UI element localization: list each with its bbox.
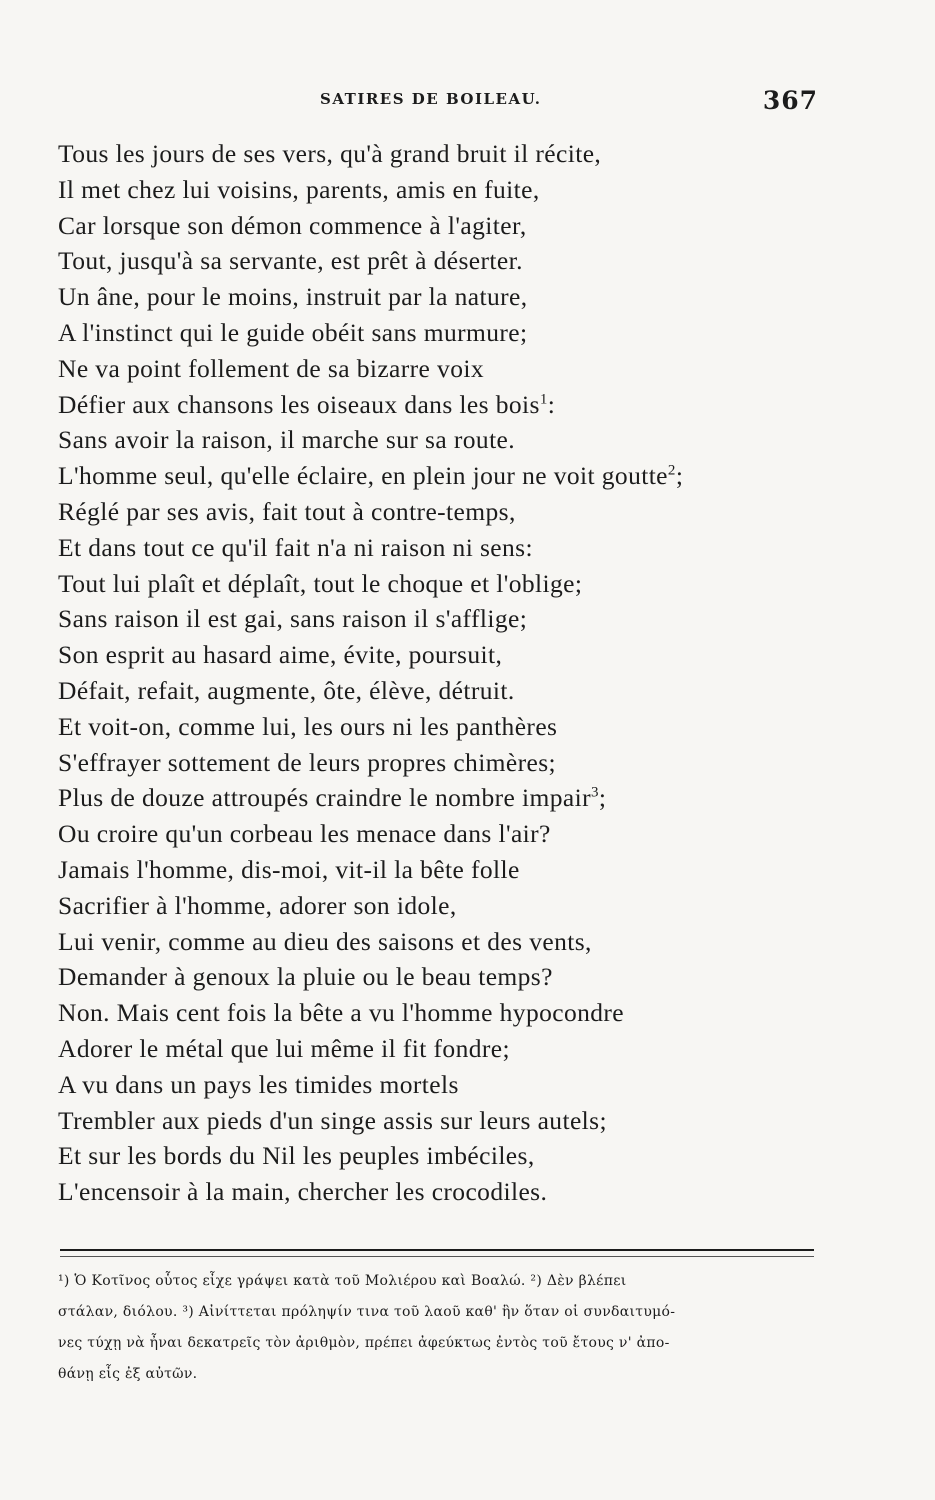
verse-line [58,888,828,924]
verse-text: L'encensoir à la main, chercher les crocodiles. [58,1177,548,1207]
verse-text: Tout, jusqu'à sa servante, est prêt à déserter. [58,246,523,276]
verse-line [58,136,828,172]
verse-text: L'homme seul, qu'elle éclaire, en plein jour ne voit goutte [58,461,668,491]
verse-line [58,1031,828,1067]
verse-line [58,351,828,387]
footnote-divider-thin [60,1256,814,1257]
verse-text: Il met chez lui voisins, parents, amis en fuite, [58,174,540,204]
verse-line [58,315,828,351]
verse-line [58,494,828,530]
verse-text: Adorer le métal que lui même il fit fondre; [58,1033,510,1063]
verse-text: Sacrifier à l'homme, adorer son idole, [58,890,457,920]
verse-line [58,601,828,637]
verse-line [58,709,828,745]
verse-text: Tous les jours de ses vers, qu'à grand bruit il récite, [58,139,602,168]
footnote-line: ¹) Ὁ Κοτῖνος οὗτος εἶχε γράψει κατὰ τοῦ Μολιέρου καὶ Βοαλώ. ²) Δὲν βλέπει [58,1273,627,1289]
verse-line [58,566,828,602]
verse-text: Réglé par ses avis, fait tout à contre-temps, [58,496,516,526]
footnote-line: θάνῃ εἷς ἐξ αὐτῶν. [58,1366,198,1382]
running-title: SATIRES DE BOILEAU. [320,90,542,108]
footnote-line: στάλαν, διόλου. ³) Αἰνίττεται πρόληψίν τινα τοῦ λαοῦ καθ' ἣν ὅταν οἱ συνδαιτυμό- [58,1304,676,1320]
verse-punctuation: ; [675,461,684,491]
verse-text: A l'instinct qui le guide obéit sans murmure; [58,317,528,347]
verse-text: Et sur les bords du Nil les peuples imbéciles, [58,1141,535,1171]
verse-text: Car lorsque son démon commence à l'agiter, [58,210,527,240]
verse-line [58,637,828,673]
footnote-divider [60,1249,814,1251]
verse-line [58,673,828,709]
verse-text: Sans avoir la raison, il marche sur sa route. [58,425,516,455]
verse-line [58,1174,828,1210]
verse-text: Un âne, pour le moins, instruit par la nature, [58,282,528,312]
verse-line [58,745,828,781]
verse-text: S'effrayer sottement de leurs propres chimères; [58,747,557,777]
footnote-line: νες τύχῃ νὰ ἦναι δεκατρεῖς τὸν ἀριθμὸν, πρέπει ἀφεύκτως ἐντὸς τοῦ ἔτους ν' ἀπο- [58,1335,670,1351]
verse-line [58,422,828,458]
verse-line [58,387,828,423]
verse-punctuation: ; [598,783,607,813]
verse-line [58,530,828,566]
verse-punctuation: : [547,389,556,419]
verse-line [58,924,828,960]
verse-text: Et dans tout ce qu'il fait n'a ni raison ni sens: [58,532,533,562]
verse-text: Défier aux chansons les oiseaux dans les bois [58,389,540,419]
verse-line [58,816,828,852]
verse-line [58,1103,828,1139]
verse-line [58,172,828,208]
verse-text: Défait, refait, augmente, ôte, élève, détruit. [58,675,515,705]
verse-line [58,208,828,244]
verse-line [58,780,828,816]
footnote-marker: 1 [539,391,548,408]
verse-text: Plus de douze attroupés craindre le nombre impair [58,783,591,813]
page-number: 367 [762,86,818,115]
verse-line [58,995,828,1031]
verse-text: Non. Mais cent fois la bête a vu l'homme hypocondre [58,998,625,1028]
footnote-marker: 3 [590,784,599,801]
verse-line [58,243,828,279]
poem-verses [58,136,828,1210]
verse-line [58,1138,828,1174]
footnotes [58,1266,818,1390]
verse-text: Jamais l'homme, dis-moi, vit-il la bête folle [58,854,520,884]
verse-line [58,458,828,494]
verse-line [58,852,828,888]
page-header [58,86,818,116]
verse-text: Tout lui plaît et déplaît, tout le choque et l'oblige; [58,568,583,598]
verse-text: Ou croire qu'un corbeau les menace dans l'air? [58,819,551,849]
verse-text: Ne va point follement de sa bizarre voix [58,353,484,383]
verse-line [58,959,828,995]
verse-line [58,1067,828,1103]
verse-line [58,279,828,315]
verse-text: Son esprit au hasard aime, évite, poursuit, [58,640,503,670]
footnote-marker: 2 [667,462,676,479]
verse-text: Trembler aux pieds d'un singe assis sur leurs autels; [58,1105,607,1135]
verse-text: Sans raison il est gai, sans raison il s'afflige; [58,604,528,634]
verse-text: Demander à genoux la pluie ou le beau temps? [58,962,553,992]
verse-text: Et voit-on, comme lui, les ours ni les panthères [58,711,558,741]
verse-text: A vu dans un pays les timides mortels [58,1069,459,1099]
verse-text: Lui venir, comme au dieu des saisons et des vents, [58,926,592,956]
